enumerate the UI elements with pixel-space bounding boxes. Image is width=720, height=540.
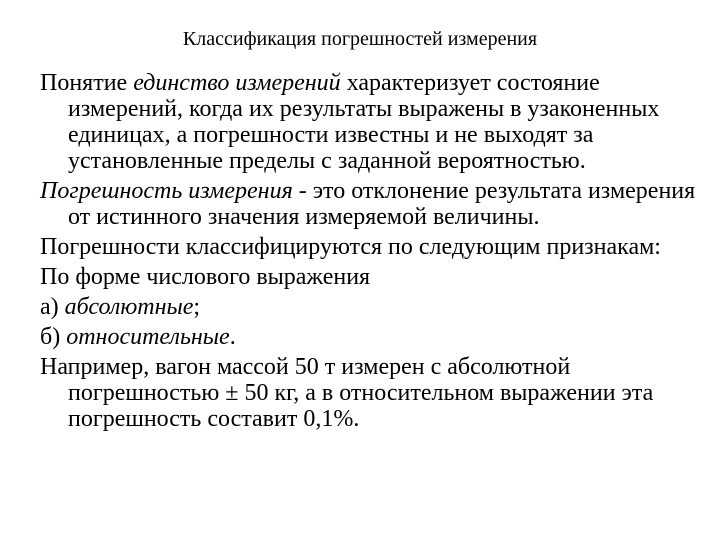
paragraph-measurement-error: [40, 178, 700, 230]
list-item-absolute: [40, 294, 700, 320]
list-item-marker: б): [40, 324, 67, 350]
list-item-relative: [40, 324, 700, 350]
paragraph-example: Например, вагон массой 50 т измерен с абсолютной погрешностью ± 50 кг, а в относительном выражении эта погрешность составит 0,1%.: [40, 354, 654, 432]
paragraph-unity-of-measurements: [40, 70, 700, 174]
term-relative: относительные: [66, 324, 230, 350]
term-absolute: абсолютные: [64, 294, 194, 320]
slide-body: [40, 70, 700, 436]
term-measurement-error: Погрешность измерения: [40, 178, 293, 204]
paragraph-text: характеризует состояние измерений, когда их результаты выражены в узаконенных единицах, а погрешности известны и не выходят за установленные пределы с заданной вероятностью.: [68, 70, 660, 174]
paragraph-classification-intro: Погрешности классифицируются по следующим признакам:: [40, 234, 661, 260]
list-item-marker: а): [40, 294, 65, 320]
paragraph-numeric-form: По форме числового выражения: [40, 264, 371, 290]
term-unity-of-measurements: единство измерений: [133, 70, 341, 96]
list-item-punctuation: .: [229, 324, 236, 350]
list-item-punctuation: ;: [193, 294, 201, 320]
paragraph-text: - это отклонение результата измерения от истинного значения измеряемой величины.: [68, 178, 696, 230]
slide-title: Классификация погрешностей измерения: [182, 28, 538, 50]
paragraph-lead: Понятие: [40, 70, 134, 96]
